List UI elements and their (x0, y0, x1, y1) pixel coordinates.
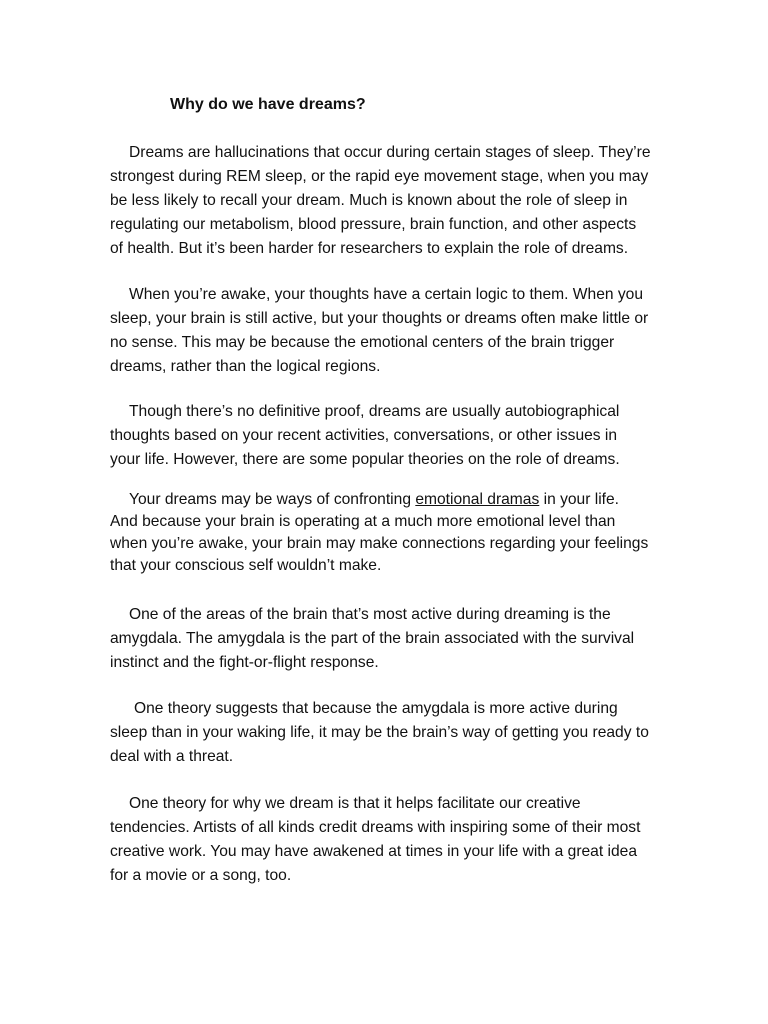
paragraph-4 (110, 489, 720, 577)
paragraph-line: Though there’s no definitive proof, dreams are usually autobiographical (129, 403, 620, 420)
paragraph-line: tendencies. Artists of all kinds credit dreams with inspiring some of their most (110, 819, 641, 836)
paragraph-line: instinct and the fight-or-flight response. (110, 654, 379, 671)
paragraph-line: amygdala. The amygdala is the part of the brain associated with the survival (110, 630, 635, 647)
page-title: Why do we have dreams? (170, 96, 366, 113)
paragraph-line: no sense. This may be because the emotional centers of the brain trigger (110, 334, 615, 351)
paragraph-line: sleep than in your waking life, it may be the brain’s way of getting you ready to (110, 724, 649, 741)
paragraph-7 (110, 792, 720, 888)
paragraph-2 (110, 283, 720, 379)
paragraph-6 (110, 697, 720, 769)
paragraph-line: creative work. You may have awakened at times in your life with a great idea (110, 843, 638, 860)
paragraph-line: Dreams are hallucinations that occur during certain stages of sleep. They’re (129, 144, 651, 161)
paragraph-line: thoughts based on your recent activities, conversations, or other issues in (110, 427, 618, 444)
paragraph-line: of health. But it’s been harder for researchers to explain the role of dreams. (110, 240, 629, 257)
paragraph-line: One theory suggests that because the amygdala is more active during (134, 700, 618, 717)
paragraph-line: dreams, rather than the logical regions. (110, 358, 381, 375)
paragraph-3 (110, 400, 720, 472)
paragraph-line: And because your brain is operating at a much more emotional level than (110, 513, 616, 530)
paragraph-text: Your dreams may be ways of confronting (129, 491, 416, 508)
emotional-dramas-link[interactable]: emotional dramas (415, 491, 540, 508)
paragraph-line: regulating our metabolism, blood pressure, brain function, and other aspects (110, 216, 637, 233)
paragraph-line: One of the areas of the brain that’s most active during dreaming is the (129, 606, 611, 623)
paragraph-line: when you’re awake, your brain may make connections regarding your feelings (110, 535, 649, 552)
paragraph-line (110, 489, 720, 511)
paragraph-line: that your conscious self wouldn’t make. (110, 557, 382, 574)
paragraph-line: strongest during REM sleep, or the rapid eye movement stage, when you may (110, 168, 649, 185)
paragraph-5 (110, 603, 720, 675)
paragraph-line: deal with a threat. (110, 748, 234, 765)
paragraph-line: be less likely to recall your dream. Much is known about the role of sleep in (110, 192, 628, 209)
paragraph-line: When you’re awake, your thoughts have a certain logic to them. When you (129, 286, 644, 303)
paragraph-text: in your life. (539, 491, 620, 508)
paragraph-line: for a movie or a song, too. (110, 867, 292, 884)
paragraph-1 (110, 141, 720, 261)
paragraph-line: One theory for why we dream is that it helps facilitate our creative (129, 795, 581, 812)
paragraph-line: your life. However, there are some popular theories on the role of dreams. (110, 451, 620, 468)
paragraph-line: sleep, your brain is still active, but your thoughts or dreams often make little or (110, 310, 649, 327)
